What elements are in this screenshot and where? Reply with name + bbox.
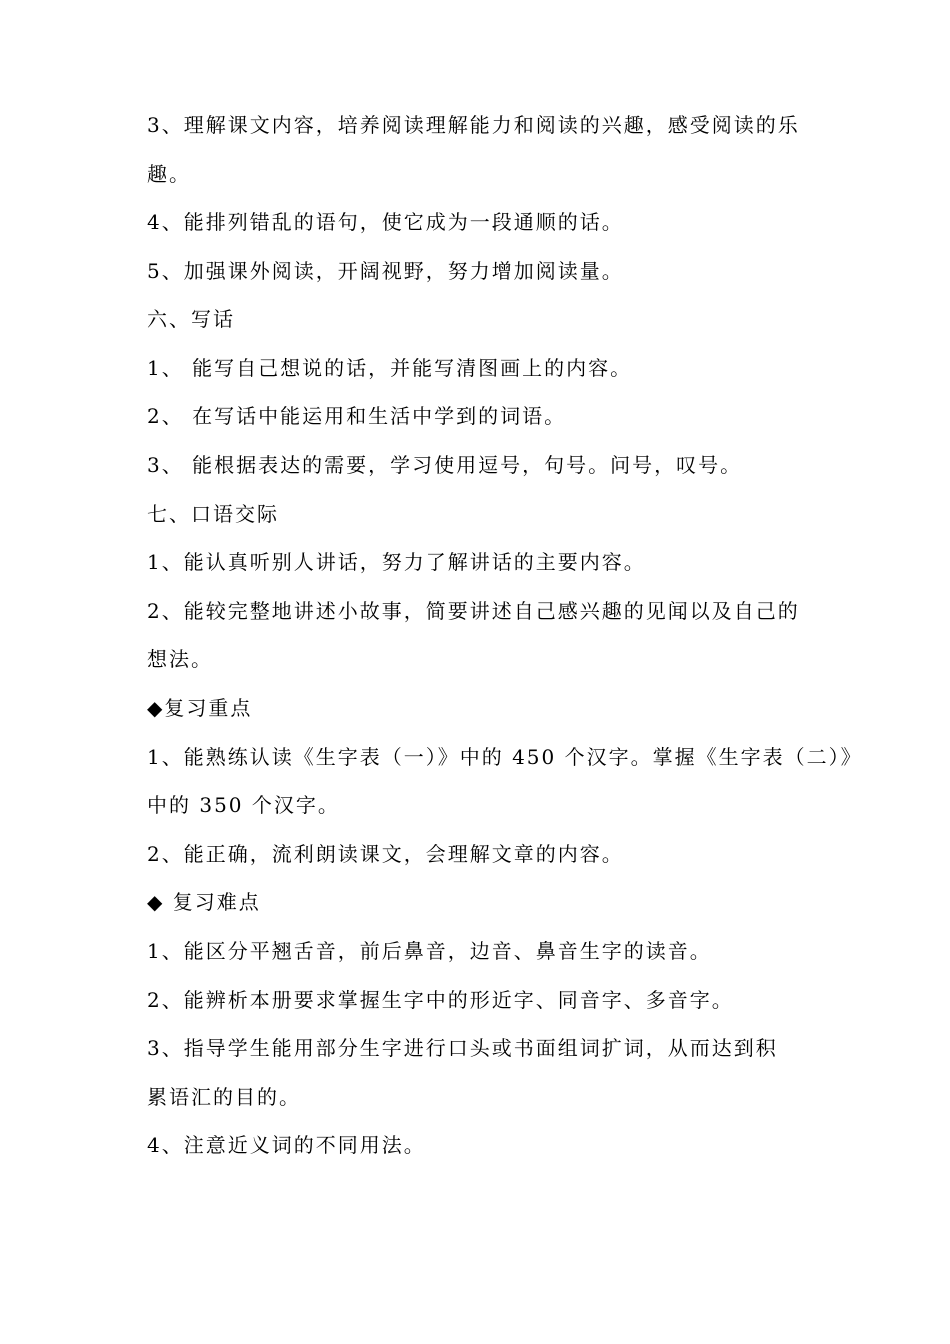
text-line: 4、能排列错乱的语句，使它成为一段通顺的话。 [147, 210, 624, 234]
text-line: 2、能较完整地讲述小故事，简要讲述自己感兴趣的见闻以及自己的 [147, 599, 800, 623]
text-line: 3、指导学生能用部分生字进行口头或书面组词扩词，从而达到积 [147, 1036, 778, 1060]
section-heading: ◆ 复习难点 [147, 890, 261, 914]
text-line: 1、 能写自己想说的话，并能写清图画上的内容。 [147, 356, 633, 380]
text-line: 4、注意近义词的不同用法。 [147, 1133, 426, 1157]
section-heading: 六、写话 [147, 307, 235, 331]
text-line: 5、加强课外阅读，开阔视野，努力增加阅读量。 [147, 259, 624, 283]
text-line: 1、能认真听别人讲话，努力了解讲话的主要内容。 [147, 550, 646, 574]
text-line: 2、能辨析本册要求掌握生字中的形近字、同音字、多音字。 [147, 988, 734, 1012]
section-heading: ◆复习重点 [147, 696, 253, 720]
section-heading: 七、口语交际 [147, 502, 279, 526]
text-line: 3、理解课文内容，培养阅读理解能力和阅读的兴趣，感受阅读的乐 [147, 113, 800, 137]
text-line: 累语汇的目的。 [147, 1085, 301, 1109]
text-line: 3、 能根据表达的需要，学习使用逗号，句号。问号，叹号。 [147, 453, 743, 477]
text-line: 2、能正确，流利朗读课文，会理解文章的内容。 [147, 842, 624, 866]
text-line: 1、能熟练认读《生字表（一）》中的 450 个汉字。掌握《生字表（二）》 [147, 745, 863, 769]
text-line: 2、 在写话中能运用和生活中学到的词语。 [147, 404, 567, 428]
text-line: 想法。 [147, 647, 213, 671]
text-line: 中的 350 个汉字。 [147, 793, 340, 817]
text-line: 趣。 [147, 162, 191, 186]
text-line: 1、能区分平翘舌音，前后鼻音，边音、鼻音生字的读音。 [147, 939, 712, 963]
